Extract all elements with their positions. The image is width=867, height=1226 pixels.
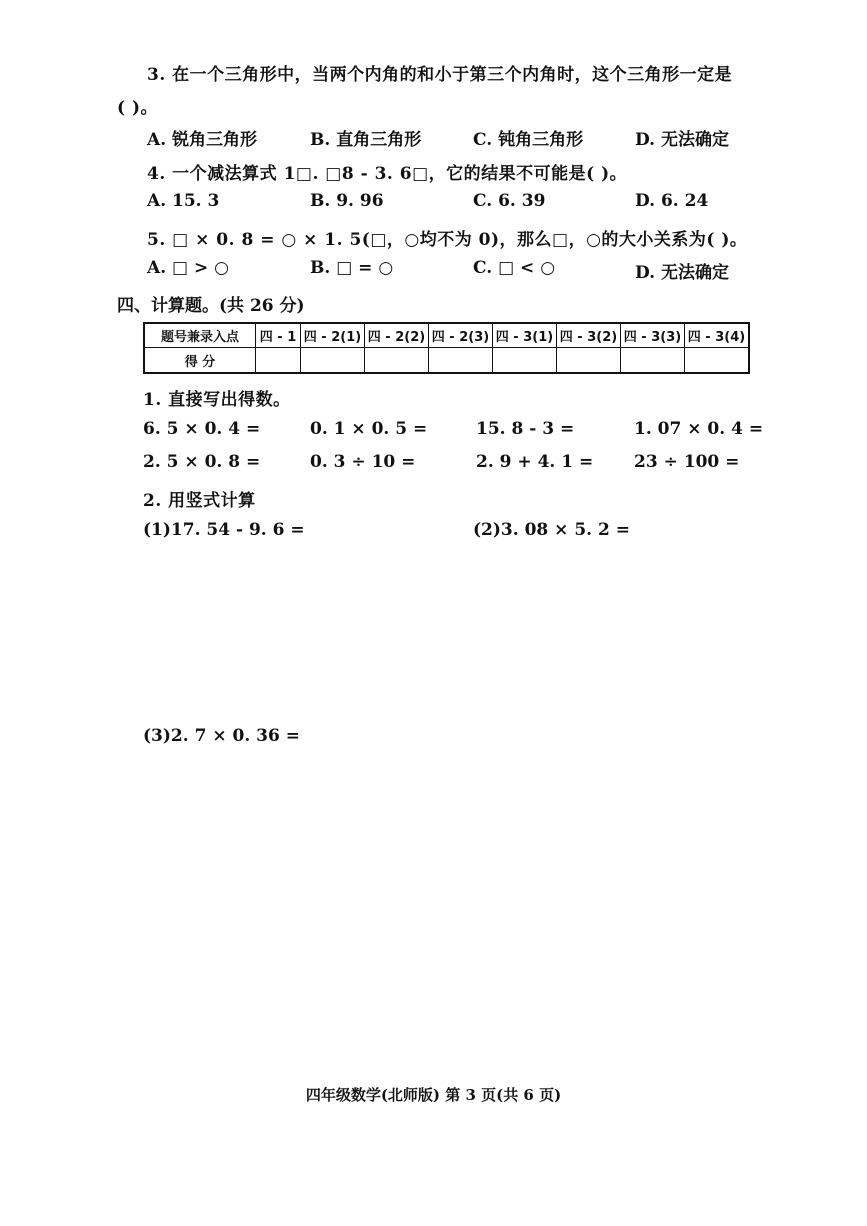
score-table-header-cell: 四 - 3(2)	[557, 323, 621, 348]
q3-option-b: B. 直角三角形	[310, 130, 422, 150]
q4-stem: 4. 一个减法算式 1□. □8 - 3. 6□，它的结果不可能是( )。	[147, 164, 628, 184]
calc-item: 0. 1 × 0. 5 =	[310, 419, 428, 439]
calc-item: 2. 5 × 0. 8 =	[143, 452, 261, 472]
score-entry-cell[interactable]	[493, 348, 557, 374]
score-table-header-cell: 题号兼录入点	[144, 323, 256, 348]
score-table-header-cell: 四 - 2(2)	[365, 323, 429, 348]
score-table-score-row	[144, 348, 749, 374]
section-title: 四、计算题。(共 26 分)	[117, 296, 305, 316]
q4-option-a: A. 15. 3	[147, 191, 220, 211]
q3-option-d: D. 无法确定	[635, 130, 729, 150]
score-table-header-cell: 四 - 2(1)	[301, 323, 365, 348]
score-entry-cell[interactable]	[685, 348, 750, 374]
score-table-header-cell: 四 - 3(1)	[493, 323, 557, 348]
q5-option-d: D. 无法确定	[635, 263, 729, 283]
q5-option-c: C. □ < ○	[473, 258, 556, 278]
q5-option-a: A. □ > ○	[147, 258, 230, 278]
q5-stem: 5. □ × 0. 8 = ○ × 1. 5(□，○均不为 0)，那么□，○的大小关系为( )。	[147, 230, 748, 250]
score-table-header-row	[144, 323, 749, 348]
q3-stem-line2: ( )。	[117, 98, 159, 118]
q5-option-b: B. □ = ○	[310, 258, 394, 278]
calc-item: 23 ÷ 100 =	[634, 452, 740, 472]
score-table-header-cell: 四 - 2(3)	[429, 323, 493, 348]
calc-item: 2. 9 + 4. 1 =	[476, 452, 594, 472]
calc-item: 6. 5 × 0. 4 =	[143, 419, 261, 439]
score-entry-cell[interactable]	[621, 348, 685, 374]
score-table-header-cell: 四 - 1	[256, 323, 301, 348]
calc-item: 15. 8 - 3 =	[476, 419, 575, 439]
q4-option-c: C. 6. 39	[473, 191, 546, 211]
score-table	[143, 322, 750, 374]
score-table-header-cell: 四 - 3(4)	[685, 323, 750, 348]
score-entry-cell[interactable]	[429, 348, 493, 374]
score-entry-cell[interactable]	[256, 348, 301, 374]
score-entry-cell[interactable]	[365, 348, 429, 374]
q3-option-a: A. 锐角三角形	[147, 130, 258, 150]
vertical-calc-2: (2)3. 08 × 5. 2 =	[473, 520, 630, 540]
vertical-calc-1: (1)17. 54 - 9. 6 =	[143, 520, 305, 540]
q4-option-d: D. 6. 24	[635, 191, 709, 211]
part1-title: 1. 直接写出得数。	[143, 390, 291, 410]
score-entry-cell[interactable]	[301, 348, 365, 374]
q4-option-b: B. 9. 96	[310, 191, 384, 211]
q3-option-c: C. 钝角三角形	[473, 130, 584, 150]
vertical-calc-3: (3)2. 7 × 0. 36 =	[143, 726, 300, 746]
q3-stem-line1: 3. 在一个三角形中，当两个内角的和小于第三个内角时，这个三角形一定是	[147, 65, 733, 85]
score-table-header-cell: 四 - 3(3)	[621, 323, 685, 348]
page-footer: 四年级数学(北师版) 第 3 页(共 6 页)	[305, 1086, 562, 1104]
calc-item: 1. 07 × 0. 4 =	[634, 419, 764, 439]
part2-title: 2. 用竖式计算	[143, 491, 256, 511]
score-label-cell: 得 分	[144, 348, 256, 374]
calc-item: 0. 3 ÷ 10 =	[310, 452, 416, 472]
score-entry-cell[interactable]	[557, 348, 621, 374]
